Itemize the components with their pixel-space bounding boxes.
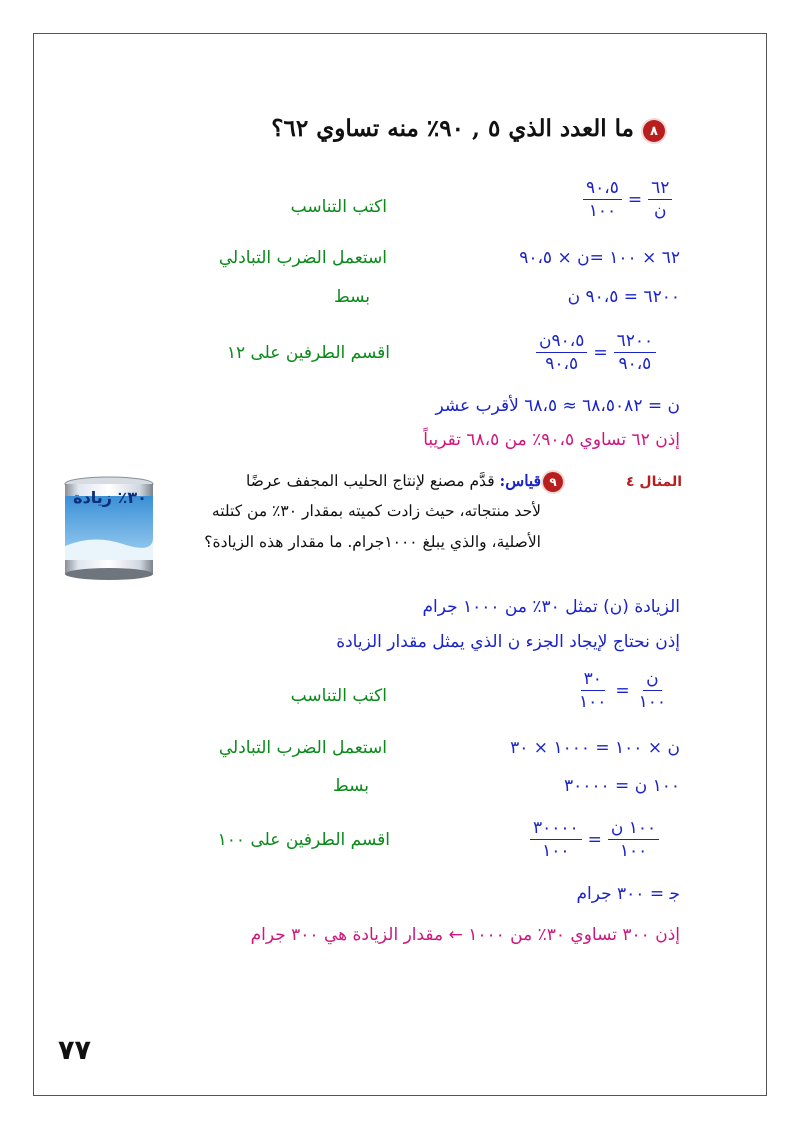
result: ﺟ = ٣٠٠ جرام [576, 884, 680, 904]
step-expression: ن × ١٠٠ = ١٠٠٠ × ٣٠ [510, 738, 680, 758]
problem-text: قدَّم مصنع لإنتاج الحليب المجفف عرضًا [245, 472, 495, 490]
step-label: اكتب التناسب [290, 686, 387, 706]
step-label: بسط [332, 776, 369, 796]
division-fraction: ٩٠،٥ن ٩٠،٥ = ٦٢٠٠ ٩٠،٥ [536, 330, 656, 375]
step-label: استعمل الضرب التبادلي [218, 738, 387, 758]
step-label: اقسم الطرفين على ١٠٠ [217, 830, 390, 850]
problem-line: لأحد منتجاته، حيث زادت كميته بمقدار ٣٠٪ من كتلته [211, 502, 541, 520]
page-number: ٧٧ [58, 1035, 91, 1066]
image-label: ٣٠٪ زيادة [73, 488, 147, 507]
example-number-badge: ٩ [543, 472, 563, 492]
proportion-fraction: ٩٠،٥ ١٠٠ = ٦٢ ن [583, 177, 672, 222]
division-fraction: ٣٠٠٠٠ ١٠٠ = ١٠٠ ن ١٠٠ [530, 817, 659, 862]
proportion-fraction: ٣٠ ١٠٠ = ن ١٠٠ [579, 669, 667, 712]
example-number-badge: ٨ [643, 120, 665, 142]
setup-line: إذن نحتاج لإيجاد الجزء ن الذي يمثل مقدار الزيادة [336, 632, 680, 652]
conclusion: إذن ٣٠٠ تساوي ٣٠٪ من ١٠٠٠ ← مقدار الزيادة هي ٣٠٠ جرام [250, 925, 680, 945]
problem-heading: قياس: [499, 471, 541, 490]
setup-line: الزيادة (ن) تمثل ٣٠٪ من ١٠٠٠ جرام [422, 597, 680, 617]
problem-line: الأصلية، والذي يبلغ ١٠٠٠جرام. ما مقدار هذه الزيادة؟ [204, 533, 541, 551]
conclusion: إذن ٦٢ تساوي ٩٠،٥٪ من ٦٨،٥ تقريباً [423, 430, 680, 450]
step-label: اكتب التناسب [290, 197, 387, 217]
step-expression: ٦٢ × ١٠٠ =ن × ٩٠،٥ [519, 248, 680, 268]
step-label: استعمل الضرب التبادلي [218, 248, 387, 268]
step-expression: ٦٢٠٠ = ٩٠،٥ ن [567, 287, 680, 307]
example-question: ما العدد الذي ٥ , ٩٠٪ منه تساوي ٦٢؟ [271, 115, 634, 142]
step-label: اقسم الطرفين على ١٢ [226, 343, 390, 363]
step-label: بسط [333, 287, 370, 307]
approximation: ن = ٦٨،٥٠٨٢ ≈ ٦٨،٥ لأقرب عشر [435, 396, 680, 416]
step-expression: ١٠٠ ن = ٣٠٠٠٠ [563, 776, 680, 796]
problem-line [246, 465, 541, 497]
section-label: المثال ٤ [626, 474, 682, 490]
